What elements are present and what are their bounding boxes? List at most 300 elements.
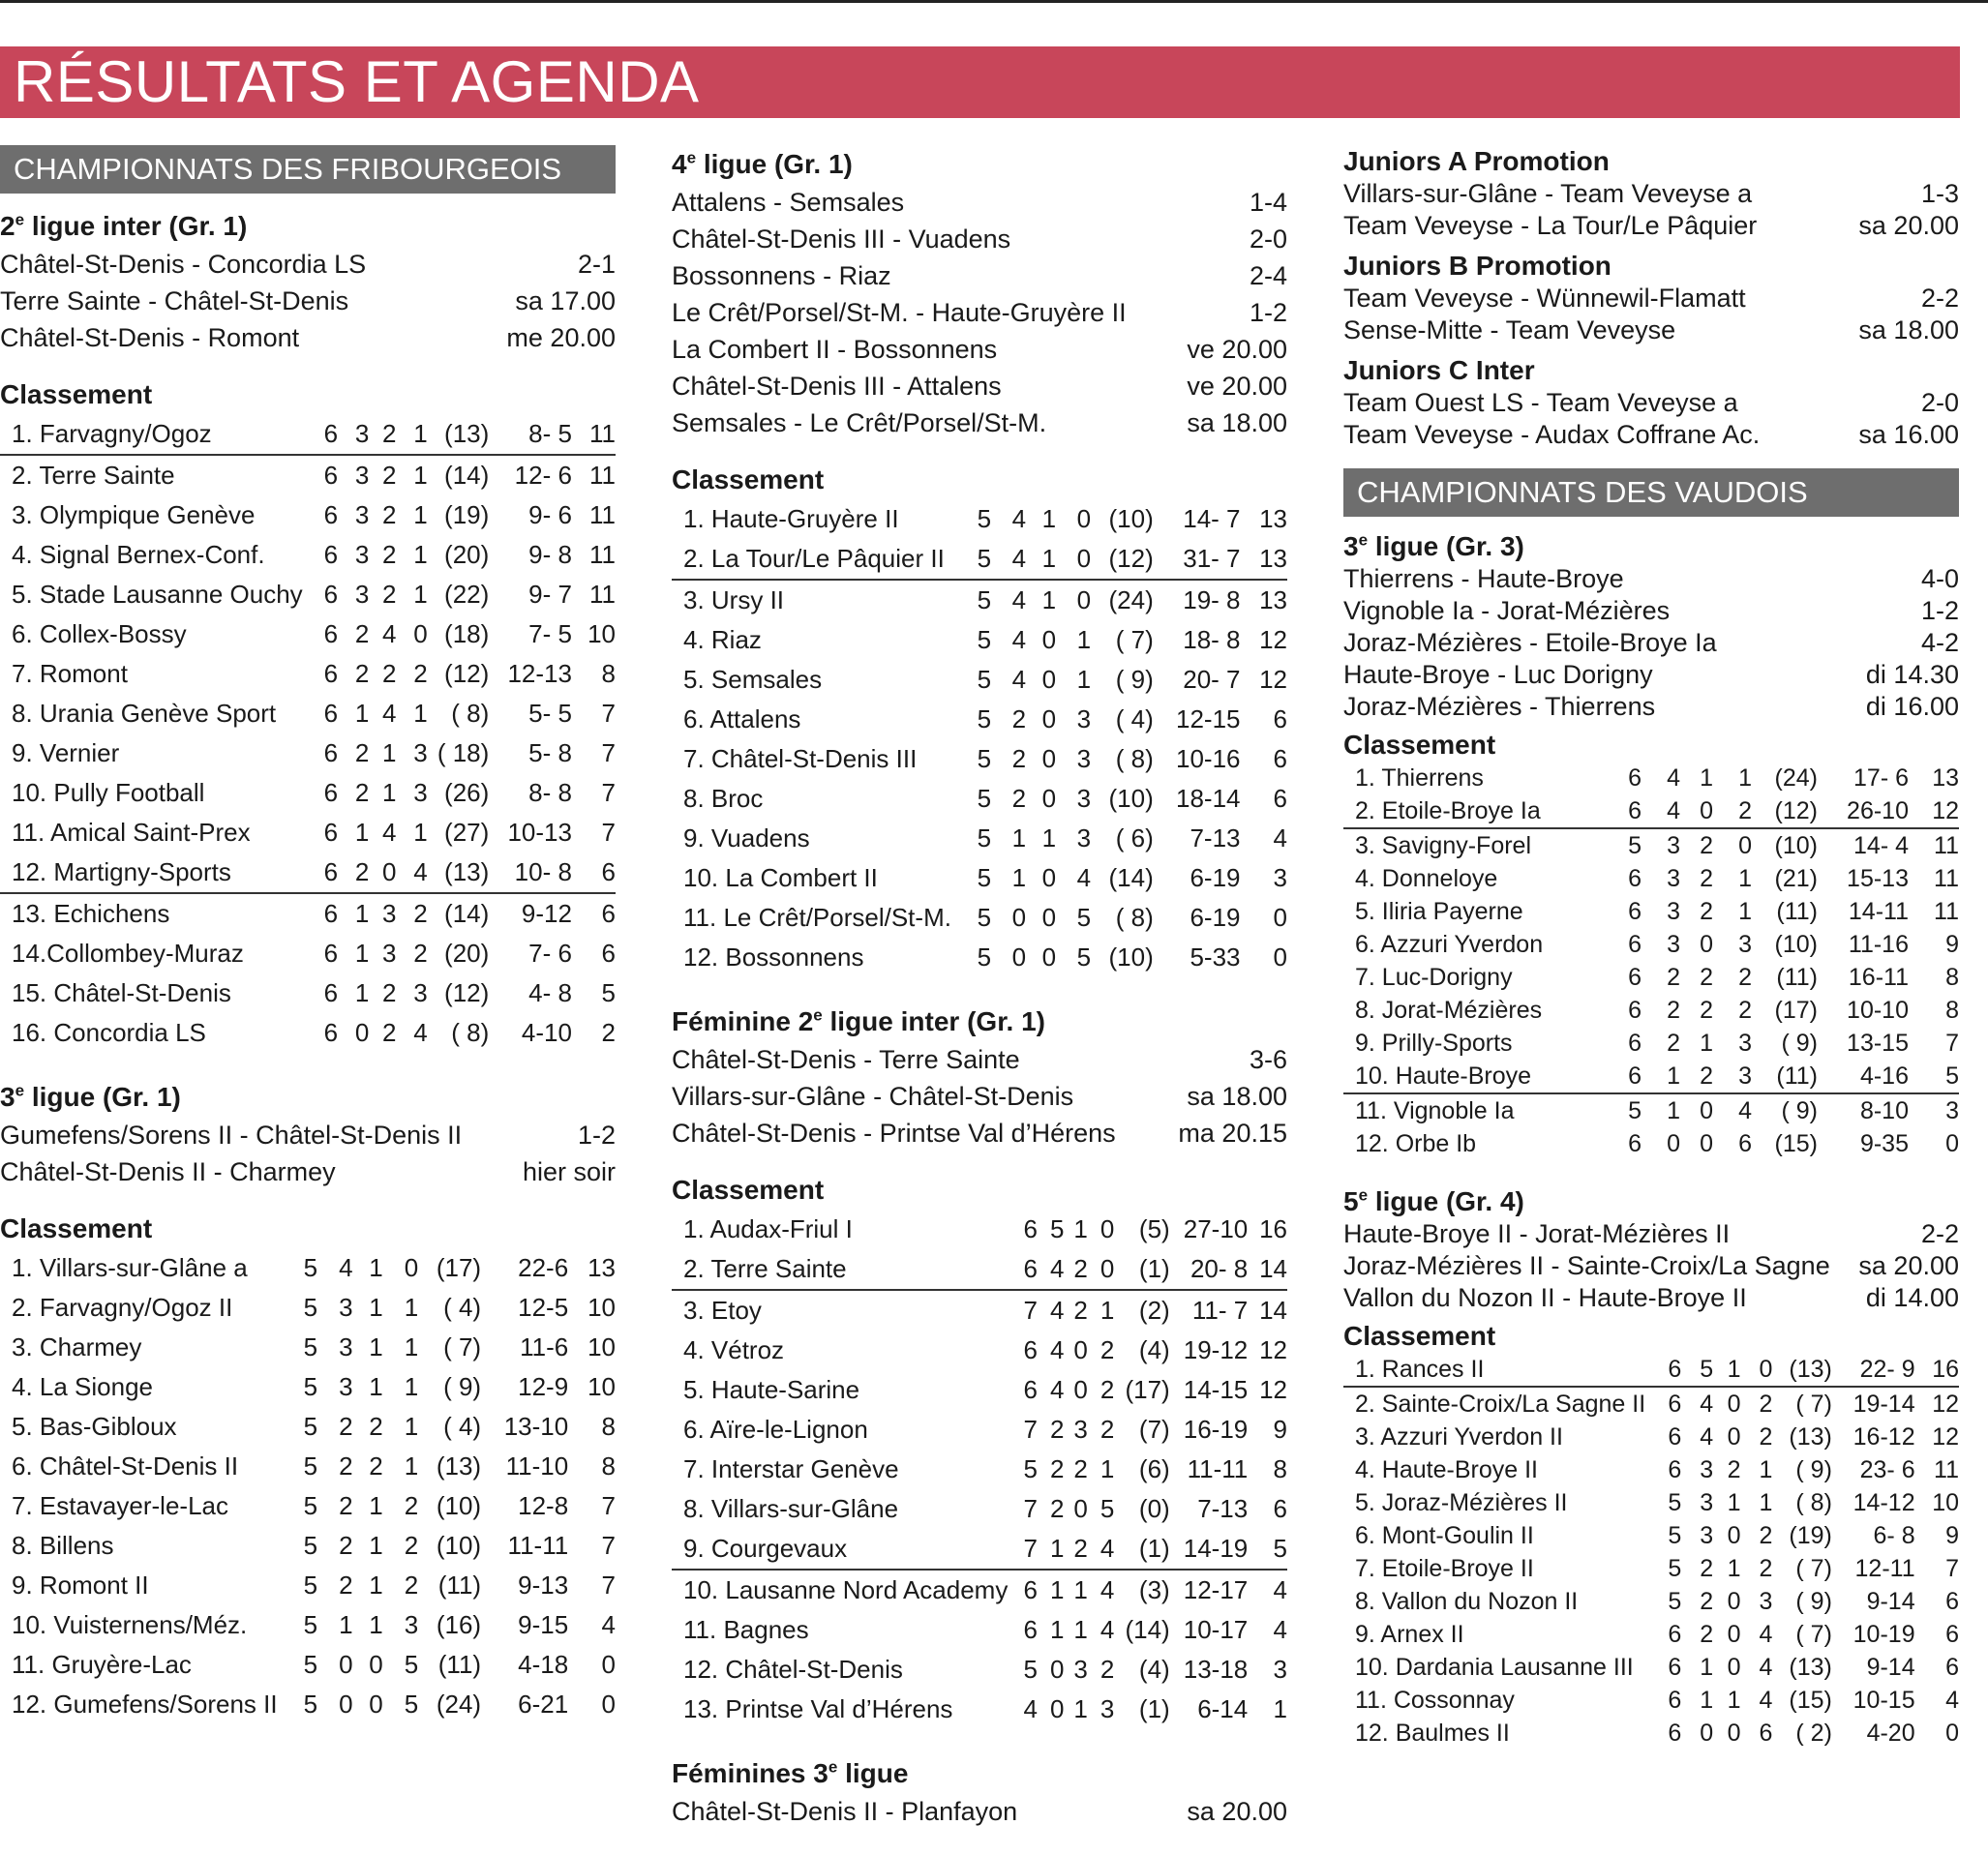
title-text: 5 <box>1343 1186 1359 1216</box>
team-name: 10. Lausanne Nord Academy <box>683 1575 1009 1604</box>
table-row <box>672 1690 1287 1729</box>
points: 11 <box>1934 897 1959 925</box>
goals: 12-15 <box>1176 704 1241 733</box>
goals: 10-17 <box>1183 1615 1249 1644</box>
result-row <box>672 1078 1287 1115</box>
table-row <box>1343 1453 1959 1486</box>
played: 5 <box>1668 1587 1682 1615</box>
section-4e-ligue <box>672 145 1287 977</box>
fairplay: (22) <box>444 580 490 609</box>
losses: 1 <box>1076 665 1092 694</box>
team-name: 9. Vernier <box>12 738 120 767</box>
section-title <box>672 1754 1287 1793</box>
wins: 4 <box>1038 1249 1065 1290</box>
played: 6 <box>1628 930 1642 958</box>
played: 5 <box>303 1690 318 1719</box>
match-teams: Haute-Broye II - Jorat-Mézières II <box>1343 1219 1731 1248</box>
goals: 18- 8 <box>1183 625 1241 654</box>
match-score: sa 16.00 <box>1858 420 1959 449</box>
match-score: sa 20.00 <box>1858 211 1959 240</box>
table-row <box>672 779 1287 819</box>
fairplay: (11) <box>1776 897 1818 925</box>
wins: 1 <box>1700 1653 1714 1681</box>
match-score: 4-2 <box>1920 628 1959 657</box>
played: 5 <box>977 625 992 654</box>
section-title <box>0 1078 616 1117</box>
played: 6 <box>323 540 339 569</box>
table-row <box>1343 1387 1959 1421</box>
wins: 2 <box>1700 1587 1714 1615</box>
team-name: 6. Châtel-St-Denis II <box>12 1451 239 1481</box>
team-name: 5. Semsales <box>683 665 823 694</box>
draws: 2 <box>381 540 397 569</box>
title-text: 3 <box>0 1082 15 1112</box>
wins: 4 <box>1700 1422 1714 1451</box>
points: 7 <box>601 1531 616 1560</box>
points: 8 <box>601 1451 616 1481</box>
points: 16 <box>1915 1353 1959 1387</box>
points: 7 <box>1945 1029 1959 1057</box>
played: 6 <box>323 580 339 609</box>
table-row <box>1343 961 1959 994</box>
result-row <box>1343 1218 1959 1250</box>
result-row <box>0 283 616 319</box>
fairplay: (12) <box>1091 539 1154 580</box>
title-superscript: e <box>15 210 25 229</box>
wins: 2 <box>339 1412 353 1441</box>
wins: 3 <box>1667 831 1680 859</box>
team-name: 7. Estavayer-le-Lac <box>12 1491 228 1520</box>
fairplay: (3) <box>1138 1575 1170 1604</box>
table-row <box>1343 862 1959 895</box>
wins: 3 <box>1667 897 1680 925</box>
points: 7 <box>601 699 616 728</box>
points: 11 <box>589 500 616 529</box>
fairplay: ( 4) <box>443 1412 482 1441</box>
match-score: 3-6 <box>1249 1045 1287 1074</box>
table-row <box>672 1370 1287 1410</box>
team-name: 1. Thierrens <box>1355 763 1484 792</box>
losses: 1 <box>404 1372 419 1401</box>
table-row <box>0 1486 616 1526</box>
played: 6 <box>1628 1029 1642 1057</box>
draws: 2 <box>1727 1455 1741 1483</box>
table-row <box>0 1447 616 1486</box>
fairplay: (18) <box>444 619 490 648</box>
goals: 9-14 <box>1866 1653 1915 1681</box>
title-text: Féminine 2 <box>672 1006 814 1036</box>
points: 4 <box>601 1610 616 1639</box>
wins: 3 <box>1667 864 1680 892</box>
table-row <box>1343 1027 1959 1060</box>
title-text: ligue (Gr. 4) <box>1368 1186 1524 1216</box>
match-score: sa 20.00 <box>1187 1797 1287 1826</box>
points: 11 <box>1934 1455 1959 1483</box>
draws: 0 <box>1041 903 1057 932</box>
team-name: 4. Donneloye <box>1355 864 1498 892</box>
title-text: ligue <box>837 1758 909 1788</box>
title-text: ligue (Gr. 1) <box>24 1082 181 1112</box>
played: 5 <box>303 1253 318 1282</box>
section-title: Juniors B Promotion <box>1343 251 1611 281</box>
match-teams: Semsales - Le Crêt/Porsel/St-M. <box>672 408 1047 437</box>
match-score: di 16.00 <box>1865 692 1959 721</box>
losses: 0 <box>1741 1353 1773 1387</box>
table-row <box>672 1290 1287 1331</box>
wins: 1 <box>1038 1529 1065 1570</box>
losses: 2 <box>404 1571 419 1600</box>
losses: 3 <box>1076 784 1092 813</box>
table-row <box>1343 828 1959 862</box>
wins: 1 <box>1642 1060 1680 1093</box>
losses: 2 <box>1713 794 1752 828</box>
match-teams: Team Ouest LS - Team Veveyse a <box>1343 388 1738 417</box>
draws: 0 <box>369 1650 383 1679</box>
match-score: ma 20.15 <box>1178 1119 1287 1148</box>
match-score: di 14.30 <box>1865 660 1959 689</box>
points: 7 <box>601 1571 616 1600</box>
points: 6 <box>1945 1587 1959 1615</box>
losses: 3 <box>1759 1587 1773 1615</box>
played: 5 <box>303 1332 318 1361</box>
fairplay: (13) <box>428 414 490 455</box>
points: 0 <box>1273 942 1287 972</box>
losses: 0 <box>1088 1249 1115 1290</box>
team-name: 11. Le Crêt/Porsel/St-M. <box>683 903 951 932</box>
points: 6 <box>1273 1494 1287 1523</box>
fairplay: (15) <box>1774 1129 1818 1157</box>
fairplay: (21) <box>1774 864 1818 892</box>
points: 6 <box>1273 704 1287 733</box>
wins: 1 <box>339 1610 353 1639</box>
goals: 6-19 <box>1190 863 1241 892</box>
goals: 7-13 <box>1190 823 1241 853</box>
fairplay: (2) <box>1138 1296 1170 1325</box>
losses: 2 <box>404 1531 419 1560</box>
table-row <box>0 694 616 733</box>
points: 8 <box>1273 1454 1287 1483</box>
section-title: Juniors C Inter <box>1343 355 1535 385</box>
page-banner: RÉSULTATS ET AGENDA <box>0 46 1960 118</box>
draws: 0 <box>1041 863 1057 892</box>
team-name: 13. Echichens <box>12 899 170 928</box>
draws: 3 <box>381 939 397 968</box>
team-name: 2. Sainte-Croix/La Sagne II <box>1355 1390 1646 1418</box>
losses: 1 <box>396 414 427 455</box>
goals: 16-11 <box>1848 963 1909 991</box>
team-name: 5. Joraz-Mézières II <box>1355 1488 1568 1516</box>
fairplay: (15) <box>1789 1686 1832 1714</box>
draws: 0 <box>1041 625 1057 654</box>
wins: 0 <box>1667 1129 1680 1157</box>
table-row <box>0 1328 616 1367</box>
goals: 6-14 <box>1197 1694 1249 1723</box>
draws: 0 <box>1727 1422 1741 1451</box>
table-row <box>0 853 616 893</box>
losses: 4 <box>1759 1620 1773 1648</box>
fairplay: (24) <box>1774 763 1818 792</box>
match-teams: Terre Sainte - Châtel-St-Denis <box>0 286 349 315</box>
team-name: 10. Pully Football <box>12 778 205 807</box>
draws: 2 <box>1680 1060 1713 1093</box>
goals: 12-9 <box>518 1372 569 1401</box>
match-teams: Villars-sur-Glâne - Team Veveyse a <box>1343 179 1753 208</box>
fairplay: ( 9) <box>1115 665 1154 694</box>
points: 9 <box>1273 1415 1287 1444</box>
standings-table <box>1343 762 1959 1160</box>
fairplay: (19) <box>444 500 490 529</box>
team-name: 8. Billens <box>12 1531 114 1560</box>
played: 6 <box>1668 1620 1682 1648</box>
draws: 2 <box>1700 864 1713 892</box>
table-row <box>0 414 616 455</box>
wins: 4 <box>1049 1375 1065 1404</box>
match-teams: Châtel-St-Denis III - Attalens <box>672 372 1002 401</box>
match-teams: Thierrens - Haute-Broye <box>1343 564 1624 593</box>
goals: 12-11 <box>1854 1554 1915 1582</box>
fribourg-header: CHAMPIONNATS DES FRIBOURGEOIS <box>0 145 616 194</box>
title-text: 2 <box>0 211 15 241</box>
played: 5 <box>1628 1096 1642 1124</box>
fairplay: (17) <box>1774 996 1818 1024</box>
match-teams: Châtel-St-Denis - Concordia LS <box>0 250 367 279</box>
result-row <box>672 1041 1287 1078</box>
wins: 3 <box>1667 930 1680 958</box>
wins: 0 <box>354 1018 370 1047</box>
points: 8 <box>1945 963 1959 991</box>
wins: 2 <box>1700 1554 1714 1582</box>
team-name: 3. Etoy <box>683 1296 762 1325</box>
match-teams: Sense-Mitte - Team Veveyse <box>1343 315 1676 344</box>
wins: 3 <box>339 1293 353 1322</box>
played: 6 <box>1668 1653 1682 1681</box>
points: 12 <box>1259 625 1287 654</box>
classement-heading: Classement <box>672 1175 825 1205</box>
team-name: 7. Interstar Genève <box>683 1454 899 1483</box>
points: 6 <box>1273 784 1287 813</box>
played: 5 <box>303 1531 318 1560</box>
result-row <box>672 294 1287 331</box>
draws: 0 <box>1727 1521 1741 1549</box>
goals: 11-11 <box>1187 1454 1249 1483</box>
goals: 9-13 <box>518 1571 569 1600</box>
points: 5 <box>1248 1529 1287 1570</box>
column-2 <box>672 145 1287 1855</box>
points: 6 <box>1945 1653 1959 1681</box>
goals: 26-10 <box>1818 794 1909 828</box>
wins: 1 <box>354 939 370 968</box>
goals: 23- 6 <box>1859 1455 1915 1483</box>
match-score: sa 20.00 <box>1858 1251 1959 1280</box>
wins: 2 <box>339 1571 353 1600</box>
match-teams: Joraz-Mézières II - Sainte-Croix/La Sagne <box>1343 1251 1830 1280</box>
result-row <box>672 404 1287 441</box>
losses: 0 <box>413 619 428 648</box>
losses: 2 <box>1759 1422 1773 1451</box>
match-teams: Châtel-St-Denis II - Charmey <box>0 1157 336 1186</box>
title-superscript: e <box>813 1005 823 1025</box>
result-row <box>0 1117 616 1153</box>
draws: 1 <box>381 778 397 807</box>
points: 0 <box>1945 1719 1959 1747</box>
table-row <box>0 813 616 853</box>
result-row <box>1343 659 1959 691</box>
points: 1 <box>1273 1694 1287 1723</box>
wins: 1 <box>1049 1615 1065 1644</box>
played: 5 <box>303 1451 318 1481</box>
points: 5 <box>1909 1060 1959 1093</box>
draws: 2 <box>369 1451 383 1481</box>
fairplay: (10) <box>436 1491 482 1520</box>
team-name: 11. Bagnes <box>683 1615 809 1644</box>
wins: 3 <box>354 580 370 609</box>
points: 11 <box>572 414 616 455</box>
section-feminine-2e-ligue <box>672 1002 1287 1729</box>
table-row <box>672 499 1287 539</box>
draws: 1 <box>369 1372 383 1401</box>
fairplay: (24) <box>436 1690 482 1719</box>
points: 0 <box>601 1650 616 1679</box>
fairplay: (13) <box>1789 1653 1832 1681</box>
result-row <box>672 184 1287 221</box>
result-row <box>672 221 1287 257</box>
classement-heading: Classement <box>1343 730 1496 760</box>
fairplay: (1) <box>1138 1694 1170 1723</box>
team-name: 3. Azzuri Yverdon II <box>1355 1422 1563 1451</box>
match-teams: Joraz-Mézières - Etoile-Broye Ia <box>1343 628 1717 657</box>
wins: 1 <box>1049 1575 1065 1604</box>
draws: 2 <box>381 461 397 490</box>
goals: 12-13 <box>507 659 572 688</box>
team-name: 2. La Tour/Le Pâquier II <box>672 539 951 580</box>
played: 6 <box>1668 1422 1682 1451</box>
title-text: Féminines 3 <box>672 1758 828 1788</box>
losses: 5 <box>1076 903 1092 932</box>
match-score: sa 18.00 <box>1187 408 1287 437</box>
fairplay: ( 8) <box>1115 744 1154 773</box>
played: 6 <box>323 778 339 807</box>
losses: 1 <box>1099 1454 1115 1483</box>
goals: 6-21 <box>518 1690 569 1719</box>
played: 7 <box>1023 1494 1038 1523</box>
wins: 2 <box>354 659 370 688</box>
draws: 1 <box>381 738 397 767</box>
draws: 0 <box>1727 1653 1741 1681</box>
played: 6 <box>1628 963 1642 991</box>
title-superscript: e <box>15 1081 25 1100</box>
team-name: 8. Jorat-Mézières <box>1355 996 1543 1024</box>
team-name: 8. Broc <box>683 784 764 813</box>
goals: 10-15 <box>1852 1686 1915 1714</box>
goals: 10-16 <box>1176 744 1241 773</box>
team-name: 8. Vallon du Nozon II <box>1355 1587 1579 1615</box>
played: 6 <box>1668 1390 1682 1418</box>
match-score: sa 17.00 <box>515 286 616 315</box>
top-rule <box>0 0 1988 3</box>
fairplay: (17) <box>1125 1375 1170 1404</box>
played: 5 <box>303 1293 318 1322</box>
losses: 1 <box>1759 1455 1773 1483</box>
match-score: 4-0 <box>1920 564 1959 593</box>
points: 11 <box>1934 864 1959 892</box>
draws: 2 <box>369 414 396 455</box>
team-name: 12. Orbe Ib <box>1355 1129 1477 1157</box>
section-title <box>0 207 616 246</box>
draws: 0 <box>1041 942 1057 972</box>
wins: 4 <box>1700 1390 1714 1418</box>
wins: 0 <box>1049 1655 1065 1684</box>
team-name: 8. Villars-sur-Glâne <box>683 1494 899 1523</box>
wins: 0 <box>1049 1694 1065 1723</box>
losses: 3 <box>1713 1060 1752 1093</box>
goals: 14-19 <box>1170 1529 1249 1570</box>
table-row <box>1343 1093 1959 1127</box>
losses: 1 <box>1738 864 1752 892</box>
team-name: 9. Courgevaux <box>672 1529 1008 1570</box>
wins: 3 <box>354 540 370 569</box>
losses: 5 <box>404 1690 419 1719</box>
goals: 11-6 <box>520 1332 569 1361</box>
points: 3 <box>1273 1655 1287 1684</box>
wins: 3 <box>339 1332 353 1361</box>
points: 11 <box>589 540 616 569</box>
match-score: 1-2 <box>1920 596 1959 625</box>
table-row <box>1343 994 1959 1027</box>
losses: 6 <box>1759 1719 1773 1747</box>
losses: 4 <box>396 853 427 893</box>
fairplay: (24) <box>1108 585 1154 614</box>
wins: 1 <box>354 978 370 1007</box>
table-row <box>0 614 616 654</box>
played: 5 <box>977 863 992 892</box>
points: 8 <box>1945 996 1959 1024</box>
played: 6 <box>1628 864 1642 892</box>
fairplay: (6) <box>1138 1454 1170 1483</box>
wins: 4 <box>1011 585 1027 614</box>
wins: 1 <box>354 699 370 728</box>
team-name: 7. Etoile-Broye II <box>1355 1554 1534 1582</box>
wins: 5 <box>1681 1353 1713 1387</box>
played: 4 <box>1023 1694 1038 1723</box>
played: 6 <box>1628 763 1642 792</box>
team-name: 6. Aïre-le-Lignon <box>683 1415 868 1444</box>
table-row <box>672 620 1287 660</box>
wins: 0 <box>1011 942 1027 972</box>
team-name: 1. Rances II <box>1343 1353 1645 1387</box>
played: 6 <box>323 978 339 1007</box>
goals: 19-12 <box>1183 1335 1249 1364</box>
losses: 3 <box>1076 744 1092 773</box>
played: 6 <box>323 818 339 847</box>
result-row <box>0 1153 616 1190</box>
team-name: 12. Baulmes II <box>1355 1719 1510 1747</box>
table-row <box>1343 1585 1959 1618</box>
losses: 1 <box>413 500 428 529</box>
draws: 0 <box>1041 784 1057 813</box>
played: 5 <box>1668 1554 1682 1582</box>
goals: 13-15 <box>1847 1029 1909 1057</box>
played: 5 <box>977 784 992 813</box>
fairplay: (12) <box>444 978 490 1007</box>
draws: 1 <box>369 1491 383 1520</box>
goals: 12- 6 <box>514 461 572 490</box>
match-score: sa 18.00 <box>1187 1082 1287 1111</box>
goals: 20- 7 <box>1183 665 1241 694</box>
played: 5 <box>303 1372 318 1401</box>
fairplay: ( 6) <box>1115 823 1154 853</box>
points: 7 <box>601 1491 616 1520</box>
points: 6 <box>1945 1620 1959 1648</box>
